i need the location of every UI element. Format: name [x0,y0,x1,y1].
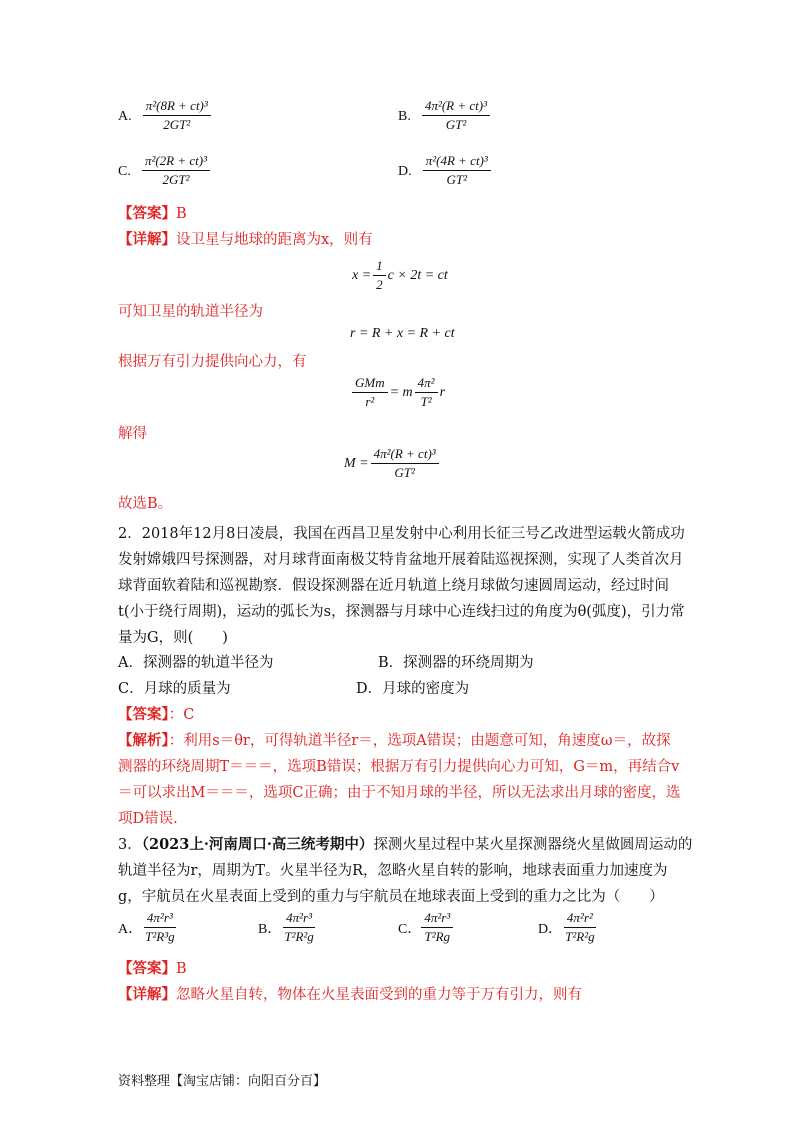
q1-option-c [118,153,210,188]
q1-text-line3: 根据万有引力提供向心力，有 [118,354,307,370]
fraction-numerator: 4π² [415,375,438,393]
equation-2: r = R + x = R + ct [350,326,455,341]
fraction [281,910,316,945]
fraction [423,153,491,188]
equation-left: M = [344,455,369,471]
analysis-text: ：利用s＝θr，可得轨道半径r＝，选项A错误；由题意可知，角速度ω＝，故探 [168,733,671,749]
fraction-numerator: 4π²r³ [144,910,176,928]
fraction [352,375,388,410]
detail-tag: 【详解】 [118,986,176,1003]
answer-tag: 【答案】 [118,706,169,723]
fraction-numerator: π²(4R + ct)³ [423,153,491,171]
q2-stem-line: 2．2018年12月8日凌晨，我国在西昌卫星发射中心利用长征三号乙改进型运载火箭成功 [118,526,685,542]
fraction-denominator: T²Rg [424,929,451,944]
fraction-denominator: T² [420,394,432,409]
fraction-denominator: 2 [376,277,383,292]
fraction-numerator: π²(8R + ct)³ [143,98,211,116]
q3-stem-line: g，宇航员在火星表面上受到的重力与宇航员在地球表面上受到的重力之比为（ ） [118,889,664,905]
answer-value: B [176,206,187,222]
question-source: （2023上·河南周口·高三统考期中） [141,836,374,853]
q3-option-c [398,910,453,945]
fraction [373,258,386,293]
fraction [421,910,453,945]
stem-text: 探测火星过程中某火星探测器绕火星做圆周运动的 [373,837,693,853]
equation-right: c × 2t = ct [387,267,448,283]
fraction [142,910,177,945]
q1-text-line4: 解得 [118,426,147,442]
q2-stem-line: 量为G，则( ) [118,630,228,646]
question-number: 3． [118,837,142,853]
q2-analysis-line: 测器的环绕周期T＝＝＝，选项B错误；根据万有引力提供向心力可知，G＝m，再结合v [118,759,680,775]
fraction [415,375,438,410]
q3-option-b [258,910,317,945]
answer-value: ：C [168,707,195,723]
q3-answer [118,959,187,979]
answer-value: B [176,961,187,977]
q2-analysis-line: 项D错误. [118,811,178,827]
q2-option-c: C．月球的质量为 [118,681,231,697]
q2-option-d: D．月球的密度为 [356,681,470,697]
q3-detail-line [118,985,582,1005]
answer-tag: 【答案】 [118,205,176,222]
fraction-denominator: GT² [394,465,415,480]
option-label: B. [398,109,411,124]
detail-text: 忽略火星自转，物体在火星表面受到的重力等于万有引力，则有 [176,987,582,1003]
option-label: C． [398,921,422,937]
analysis-tag: 【解析】 [118,732,169,749]
fraction-denominator: GT² [446,172,467,187]
fraction-numerator: π²(2R + ct)³ [142,153,210,171]
q1-detail-line [118,230,373,250]
fraction-denominator: T²R²g [565,929,595,944]
equation-tail: r [439,384,446,400]
q2-option-b: B．探测器的环绕周期为 [378,655,534,671]
option-label: A. [118,109,132,124]
option-label: D. [398,164,412,179]
fraction-numerator: GMm [352,375,388,393]
fraction-denominator: 2GT² [162,172,190,187]
q2-stem-line: 球背面软着陆和巡视勘察．假设探测器在近月轨道上绕月球做匀速圆周运动，经过时间 [118,578,669,594]
fraction-denominator: 2GT² [163,117,191,132]
fraction [142,153,210,188]
q2-stem-line: t(小于绕行周期)，运动的弧长为s，探测器与月球中心连线扫过的角度为θ(弧度)，引力常 [118,604,685,620]
detail-text: 设卫星与地球的距离为x，则有 [176,232,373,248]
fraction [562,910,597,945]
footer-text: 资料整理【淘宝店铺：向阳百分百】 [118,1074,327,1089]
equation-3 [352,375,445,410]
fraction-numerator: 4π²r² [564,910,596,928]
q1-text-line2: 可知卫星的轨道半径为 [118,304,263,320]
detail-tag: 【详解】 [118,231,176,248]
q3-option-a [118,910,178,945]
option-label: B． [258,921,282,937]
equation-4 [344,446,439,481]
fraction-denominator: T²R³g [145,929,175,944]
q2-stem-line: 发射嫦娥四号探测器，对月球背面南极艾特肯盆地开展着陆巡视探测，实现了人类首次月 [118,552,684,568]
fraction-numerator: 4π²(R + ct)³ [371,446,439,464]
q1-option-b [398,98,490,133]
q1-answer [118,204,187,224]
q3-stem-line [118,835,692,855]
equation-1 [352,258,448,293]
q1-option-d [398,153,491,188]
q2-answer [118,705,194,725]
q2-option-a: A．探测器的轨道半径为 [118,655,274,671]
q3-stem-line: 轨道半径为r，周期为T。火星半径为R，忽略火星自转的影响，地球表面重力加速度为 [118,863,668,879]
fraction-numerator: 1 [373,258,386,276]
option-label: D． [538,921,563,937]
fraction-denominator: GT² [445,117,467,132]
q2-analysis-line [118,731,671,751]
fraction [143,98,211,133]
fraction-denominator: T²R²g [284,929,314,944]
equation-mid: = m [389,384,413,400]
fraction-denominator: r² [365,394,375,409]
option-label: A． [118,921,143,937]
q1-conclusion: 故选B。 [118,496,173,512]
q2-analysis-line: ＝可以求出M＝＝＝，选项C正确；由于不知月球的半径，所以无法求出月球的密度，选 [118,785,681,801]
equation-left: x = [352,267,372,283]
fraction-numerator: 4π²(R + ct)³ [422,98,490,116]
fraction-numerator: 4π²r³ [421,910,453,928]
fraction [422,98,490,133]
q3-option-d [538,910,598,945]
fraction-numerator: 4π²r³ [283,910,315,928]
fraction [371,446,439,481]
q1-option-a [118,98,211,133]
answer-tag: 【答案】 [118,960,176,977]
option-label: C. [118,164,131,179]
